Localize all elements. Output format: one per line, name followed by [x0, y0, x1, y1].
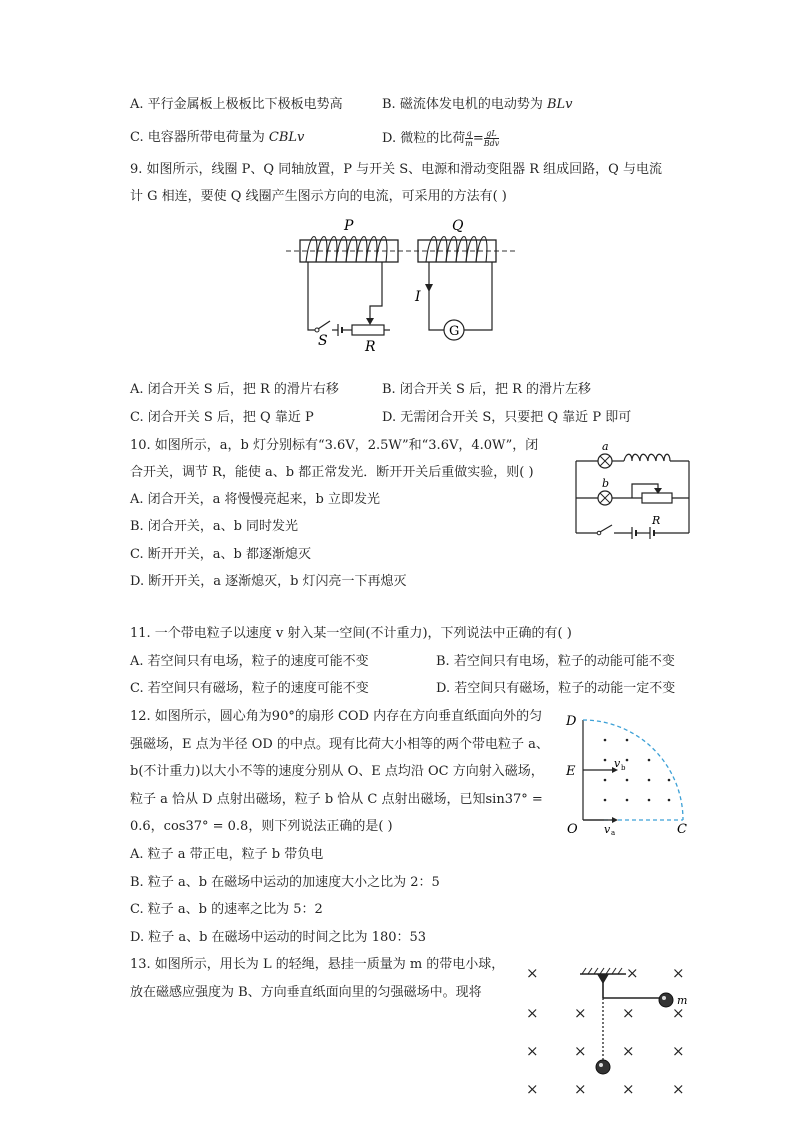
q12-stem-line4: 粒子 a 恰从 D 点射出磁场，粒子 b 恰从 C 点射出磁场，已知sin37° =: [130, 792, 543, 807]
label-p: P: [344, 218, 354, 234]
svg-text:×: ×: [622, 1080, 635, 1098]
q11-option-c: C. 若空间只有磁场，粒子的速度可能不变: [130, 681, 369, 696]
label-e: E: [566, 764, 576, 779]
q-circuit-right-wire: [464, 262, 492, 330]
svg-text:×: ×: [574, 1004, 587, 1022]
q8-option-c-text: C. 电容器所带电荷量为: [130, 130, 269, 145]
label-q: Q: [452, 218, 464, 234]
svg-text:×: ×: [526, 964, 539, 982]
rheostat-slider-wire: [632, 484, 658, 498]
q11-option-b: B. 若空间只有电场，粒子的动能可能不变: [436, 654, 675, 669]
label-d: D: [566, 714, 577, 729]
rheostat: [642, 493, 672, 503]
q12-stem-line1: 12. 如图所示，圆心角为90°的扇形 COD 内存在方向垂直纸面向外的匀: [130, 709, 543, 724]
svg-text:×: ×: [574, 1080, 587, 1098]
label-g: G: [449, 324, 460, 339]
svg-text:×: ×: [672, 1004, 685, 1022]
q12-option-d: D. 粒子 a、b 在磁场中运动的时间之比为 180：53: [130, 930, 427, 945]
q9-option-b: B. 闭合开关 S 后，把 R 的滑片左移: [382, 382, 592, 397]
q9-stem-line1: 9. 如图所示，线圈 P、Q 同轴放置，P 与开关 S、电源和滑动变阻器 R 组成回路，Q 与电流: [130, 162, 662, 177]
q8-option-c: [130, 129, 304, 147]
q8-eq: =: [472, 131, 484, 146]
velocity-a-arrowhead: [612, 817, 618, 823]
q8-rhs-num: gL: [484, 129, 500, 139]
q13-pendulum-field-figure: [520, 960, 694, 1100]
q10-option-d: D. 断开开关，a 逐渐熄灭，b 灯闪亮一下再熄灭: [130, 574, 407, 589]
svg-text:×: ×: [672, 964, 685, 982]
q10-option-c: C. 断开开关，a、b 都逐渐熄灭: [130, 547, 311, 562]
q10-lamp-circuit-figure: [572, 440, 694, 540]
q8-rhs-den: Bdv: [483, 139, 500, 148]
q8-option-d: [382, 129, 499, 148]
q12-option-a: A. 粒子 a 带正电，粒子 b 带负电: [130, 847, 324, 862]
switch: [600, 525, 612, 532]
q8-frac-rhs: [484, 129, 500, 148]
q10-stem-line1: 10. 如图所示，a，b 灯分别标有“3.6V，2.5W”和“3.6V，4.0W”，闭: [130, 438, 539, 453]
label-va: v: [604, 823, 611, 836]
svg-text:×: ×: [526, 1080, 539, 1098]
q9-option-d: D. 无需闭合开关 S，只要把 Q 靠近 P 即可: [382, 410, 632, 425]
ball-vertical-highlight: [599, 1063, 603, 1067]
label-r: R: [652, 514, 661, 527]
svg-text:×: ×: [526, 1042, 539, 1060]
q9-option-c: C. 闭合开关 S 后，把 Q 靠近 P: [130, 410, 314, 425]
q8-frac-num: q: [466, 129, 472, 138]
q12-stem-line2: 强磁场，E 点为半径 OD 的中点。现有比荷大小相等的两个带电粒子 a、: [130, 737, 549, 752]
svg-text:×: ×: [672, 1042, 685, 1060]
q11-option-a: A. 若空间只有电场，粒子的速度可能不变: [130, 654, 369, 669]
q8-option-b-expr: BLv: [546, 97, 573, 112]
label-o: O: [567, 822, 578, 837]
q13-stem-line2: 放在磁感应强度为 B、方向垂直纸面向里的匀强磁场中。现将: [130, 985, 482, 1000]
svg-text:×: ×: [526, 1004, 539, 1022]
p-circuit-left-wire: [308, 262, 316, 330]
field-crosses: [526, 964, 688, 1098]
label-vb-sub: b: [621, 764, 626, 772]
q8-frac-qm: [465, 129, 473, 148]
ball-highlight: [662, 996, 666, 1000]
q11-option-d: D. 若空间只有磁场，粒子的动能一定不变: [436, 681, 676, 696]
ceiling-hatch: [582, 968, 622, 974]
ball-horizontal: [659, 993, 673, 1007]
svg-text:×: ×: [626, 964, 639, 982]
svg-text:×: ×: [622, 1042, 635, 1060]
q10-option-b: B. 闭合开关，a、b 同时发光: [130, 519, 299, 534]
q10-stem-line2: 合开关，调节 R，能使 a、b 都正常发光．断开开关后重做实验，则( ): [130, 465, 534, 480]
q10-option-a: A. 闭合开关，a 将慢慢亮起来，b 立即发光: [130, 492, 380, 507]
q9-stem-line2: 计 G 相连，要使 Q 线圈产生图示方向的电流，可采用的方法有( ): [130, 189, 507, 204]
label-c: C: [677, 822, 687, 837]
q8-frac-den: m: [465, 139, 473, 148]
inductor-coil: [624, 454, 670, 461]
slider-arrow: [366, 318, 374, 325]
label-m: m: [677, 994, 688, 1007]
label-a: a: [602, 440, 609, 453]
svg-text:×: ×: [622, 1004, 635, 1022]
label-vb: v: [614, 757, 621, 770]
q9-coil-circuit-figure: [286, 214, 516, 354]
q13-stem-line1: 13. 如图所示，用长为 L 的轻绳，悬挂一质量为 m 的带电小球，: [130, 957, 505, 972]
q8-option-c-expr: CBLv: [268, 130, 305, 145]
switch-s: [318, 321, 330, 329]
q8-option-b: [382, 96, 572, 114]
q12-option-c: C. 粒子 a、b 的速率之比为 5：2: [130, 902, 323, 917]
rheostat-r: [352, 325, 384, 335]
q9-option-a: A. 闭合开关 S 后，把 R 的滑片右移: [130, 382, 339, 397]
q11-stem: 11. 一个带电粒子以速度 v 射入某一空间(不计重力)，下列说法中正确的有( ): [130, 626, 572, 641]
q12-stem-line3: b(不计重力)以大小不等的速度分别从 O、E 点均沿 OC 方向射入磁场，: [130, 764, 544, 779]
q-circuit-left-wire: [429, 262, 444, 330]
q12-sector-field-figure: [564, 712, 698, 836]
label-r: R: [365, 339, 376, 355]
svg-text:×: ×: [574, 1042, 587, 1060]
q8-option-a: A. 平行金属板上极板比下极板电势高: [130, 97, 343, 112]
q8-option-b-text: B. 磁流体发电机的电动势为: [382, 97, 547, 112]
q8-option-d-text: D. 微粒的比荷: [382, 131, 466, 146]
label-s: S: [318, 333, 328, 349]
q12-stem-line5: 0.6，cos37° = 0.8，则下列说法正确的是( ): [130, 819, 393, 834]
label-b: b: [602, 477, 610, 490]
label-va-sub: a: [611, 829, 616, 837]
current-arrow: [425, 284, 433, 292]
label-i: I: [415, 289, 421, 305]
svg-text:×: ×: [672, 1080, 685, 1098]
q12-option-b: B. 粒子 a、b 在磁场中运动的加速度大小之比为 2：5: [130, 875, 440, 890]
slider-wire: [370, 262, 382, 322]
ball-vertical: [596, 1060, 610, 1074]
